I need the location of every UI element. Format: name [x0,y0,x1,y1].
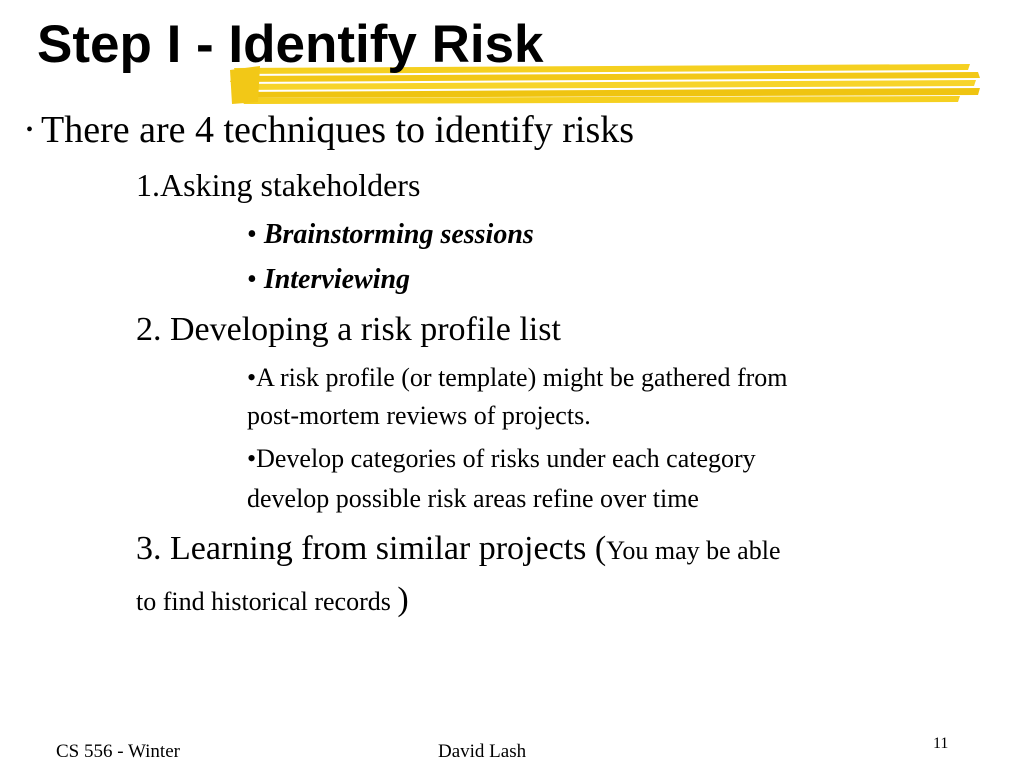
technique-2-sub-1-line-2: post-mortem reviews of projects. [247,401,591,430]
technique-3-close-paren: ) [397,581,409,618]
main-bullet [26,106,634,154]
footer-page-number: 11 [933,735,949,752]
bullet-dot: • [247,219,257,250]
technique-2-sub-1-line-1: •A risk profile (or template) might be gathered from [247,363,788,392]
technique-3-note-cont: to find historical records [136,587,398,616]
bullet-dot: • [247,264,257,295]
main-bullet-text: There are 4 techniques to identify risks [41,109,635,151]
technique-3-main: 3. Learning from similar projects ( [136,530,607,567]
technique-2: 2. Developing a risk profile list [136,311,561,348]
technique-1: 1.Asking stakeholders [136,167,421,203]
technique-1-sub-2 [247,260,410,300]
technique-1-sub-1-text: Brainstorming sessions [263,219,534,250]
footer-course: CS 556 - Winter [56,741,180,762]
technique-3-note: You may be able [606,536,781,565]
technique-3 [136,526,780,574]
technique-3-line-2 [136,579,409,623]
technique-2-sub-2-line-1: •Develop categories of risks under each category [247,444,756,473]
technique-1-sub-1 [247,215,534,255]
bullet-dot: • [26,119,34,141]
technique-1-sub-2-text: Interviewing [263,264,411,295]
slide-title: Step I - Identify Risk [37,15,544,74]
footer-author: David Lash [438,741,527,762]
technique-2-sub-2-line-2: develop possible risk areas refine over time [247,484,699,513]
